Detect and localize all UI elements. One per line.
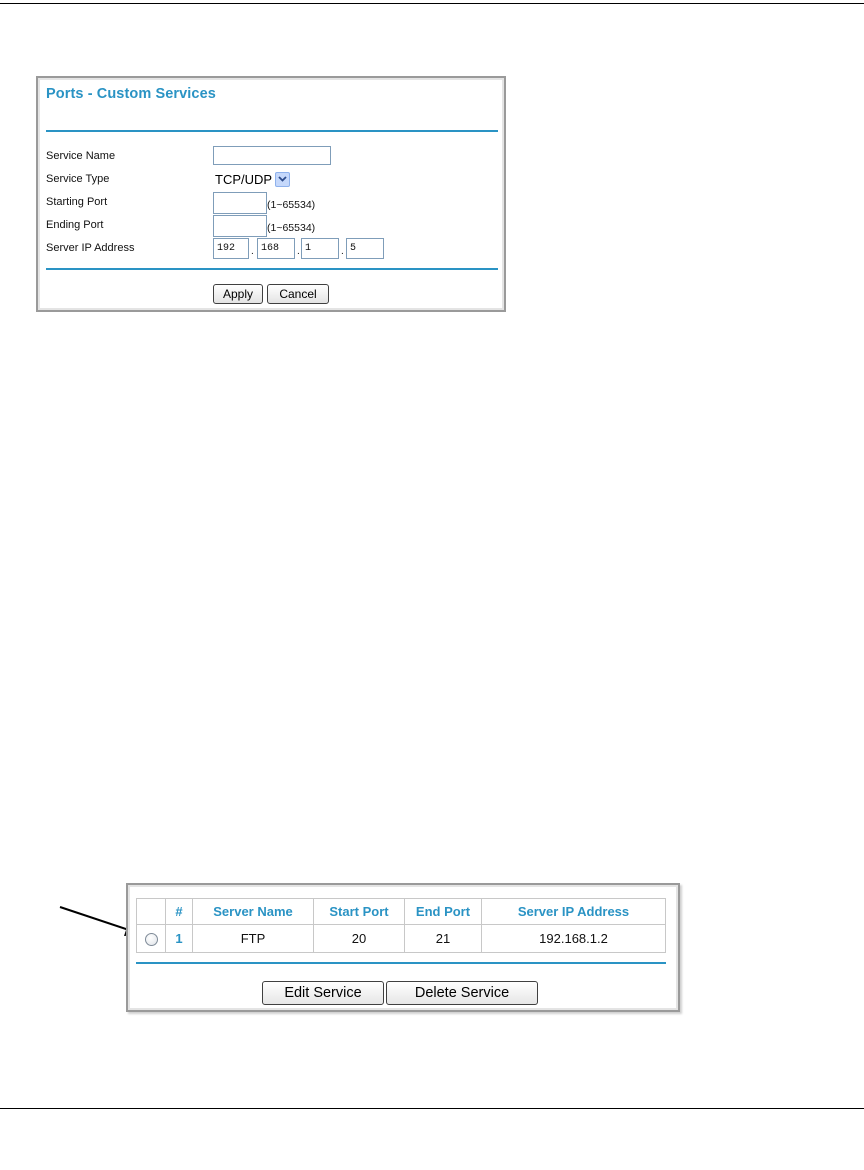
server-ip-octet-3[interactable]: [301, 238, 339, 259]
ip-dot: .: [341, 246, 344, 257]
apply-button[interactable]: Apply: [213, 284, 263, 304]
service-name-label: Service Name: [46, 150, 116, 162]
custom-services-panel: [36, 76, 506, 312]
starting-port-label: Starting Port: [46, 196, 108, 208]
server-ip-label: Server IP Address: [46, 242, 135, 254]
column-end-port: End Port: [405, 899, 482, 925]
service-name-input[interactable]: [213, 146, 331, 165]
services-list-panel: [126, 883, 680, 1012]
edit-service-button[interactable]: Edit Service: [262, 981, 384, 1005]
column-start-port: Start Port: [314, 899, 405, 925]
server-ip-octet-1[interactable]: [213, 238, 249, 259]
row-server-ip: 192.168.1.2: [482, 925, 666, 953]
column-select: [137, 899, 166, 925]
starting-port-hint: (1~65534): [267, 199, 316, 211]
row-end-port: 21: [405, 925, 482, 953]
column-number: #: [166, 899, 193, 925]
title-divider: [46, 130, 498, 132]
column-server-name: Server Name: [193, 899, 314, 925]
column-server-ip: Server IP Address: [482, 899, 666, 925]
chevron-down-icon[interactable]: [275, 172, 290, 187]
starting-port-input[interactable]: [213, 192, 267, 214]
row-number: 1: [166, 925, 193, 953]
service-type-value: TCP/UDP: [215, 171, 273, 187]
delete-service-button[interactable]: Delete Service: [386, 981, 538, 1005]
service-type-select[interactable]: [213, 169, 327, 189]
form-divider: [46, 268, 498, 270]
service-type-label: Service Type: [46, 173, 110, 185]
ending-port-input[interactable]: [213, 215, 267, 237]
row-select-radio[interactable]: [145, 933, 158, 946]
row-start-port: 20: [314, 925, 405, 953]
header-rule: [0, 3, 864, 4]
server-ip-octet-2[interactable]: [257, 238, 295, 259]
ending-port-hint: (1~65534): [267, 222, 316, 234]
cancel-button[interactable]: Cancel: [267, 284, 329, 304]
panel-title: Ports - Custom Services: [46, 86, 216, 102]
server-ip-octet-4[interactable]: [346, 238, 384, 259]
table-divider: [136, 962, 666, 964]
ending-port-label: Ending Port: [46, 219, 104, 231]
table-header-row: [137, 899, 666, 925]
ip-dot: .: [251, 246, 254, 257]
table-row: [137, 925, 666, 953]
row-server-name: FTP: [193, 925, 314, 953]
services-table: [136, 898, 666, 953]
footer-rule: [0, 1108, 864, 1109]
ip-dot: .: [297, 246, 300, 257]
row-select-cell: [137, 925, 166, 953]
